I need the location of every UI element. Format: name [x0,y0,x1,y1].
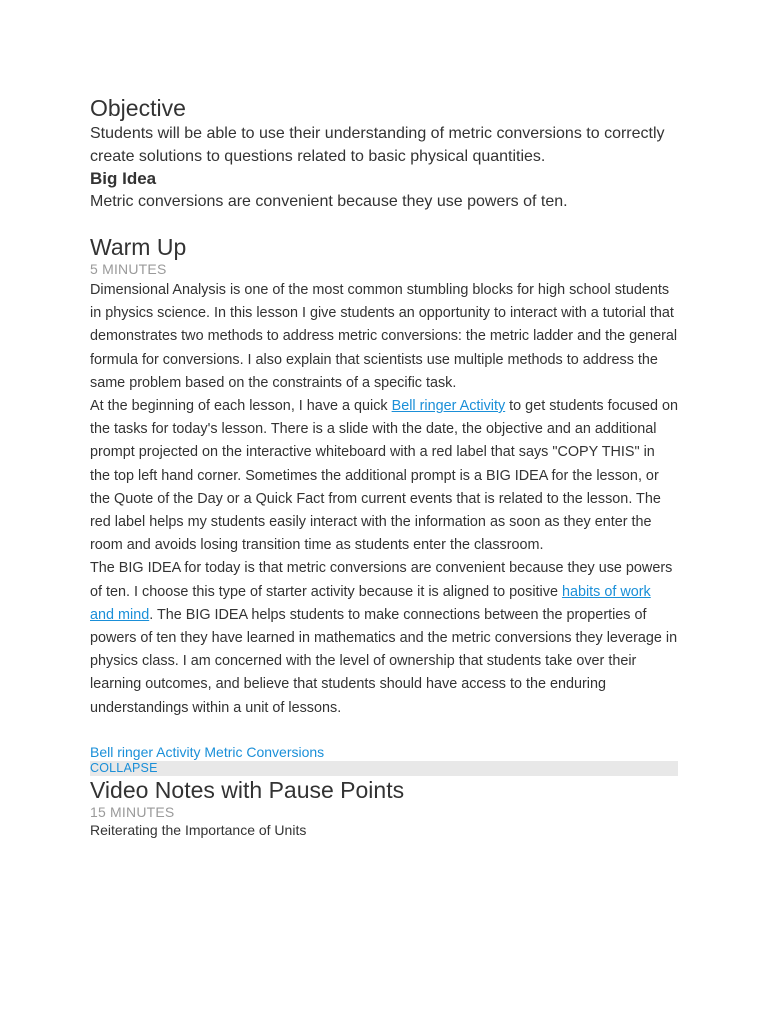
warm-up-paragraph-2 [90,395,678,557]
bell-ringer-activity-link[interactable]: Bell ringer Activity [391,398,506,415]
lesson-content [90,94,678,839]
objective-text: Students will be able to use their understanding of metric conversions to correctly create solutions to questions related to basic physical quantities. [90,125,665,165]
attachment-link[interactable]: Bell ringer Activity Metric Conversions [90,743,325,760]
warm-up-paragraph-3 [90,557,678,719]
big-idea-heading: Big Idea [90,169,157,188]
collapse-button[interactable]: COLLAPSE [90,761,678,776]
video-notes-heading: Video Notes with Pause Points [90,776,405,803]
paragraph-text: The BIG IDEA for today is that metric conversions are convenient because they use powers of ten. I choose this type of starter activity because it is aligned to positive [90,560,673,600]
paragraph-text: . The BIG IDEA helps students to make connections between the properties of powers of ten they have learned in mathematics and the metric conversions they leverage in physics class. I am concerned with the level of ownership that students take over their learning outcomes, and believe that students should have access to the enduring understandings within a unit of lessons. [90,606,678,716]
paragraph-text: At the beginning of each lesson, I have a quick [90,398,392,415]
warm-up-section [90,233,678,776]
big-idea-text: Metric conversions are convenient because they use powers of ten. [90,193,568,210]
big-idea-section [90,168,678,213]
video-notes-minutes: 15 MINUTES [90,803,175,820]
objective-heading: Objective [90,95,186,121]
video-notes-subtitle: Reiterating the Importance of Units [90,821,307,838]
video-notes-section [90,776,678,839]
paragraph-text: to get students focused on the tasks for today's lesson. There is a slide with the date, the objective and an additional prompt projected on the interactive whiteboard with a red label that says "COPY THIS" in the top left hand corner. Sometimes the additional prompt is a BIG IDEA for the lesson, or the Quote of the Day or a Quick Fact from current events that is related to the lesson. The red label helps my students easily interact with the information as soon as they enter the room and avoids losing transition time as students enter the classroom. [90,398,678,554]
objective-section [90,94,678,168]
warm-up-minutes: 5 MINUTES [90,261,167,277]
habits-of-work-link[interactable]: habits of work and mind [90,583,651,623]
warm-up-paragraph-1: Dimensional Analysis is one of the most common stumbling blocks for high school students in physics science. In this lesson I give students an opportunity to interact with a tutorial that demonstrates two methods to address metric conversions: the metric ladder and the general formula for conversions. I also explain that scientists use multiple methods to address the same problem based on the constraints of a specific task. [90,282,678,391]
warm-up-heading: Warm Up [90,234,187,260]
